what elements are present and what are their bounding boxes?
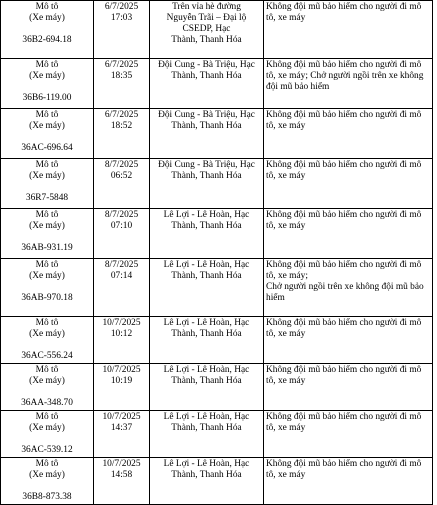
license-plate: 36AB-970.18 (21, 293, 73, 303)
vehicle-cell (1, 317, 94, 364)
location-cell (150, 458, 264, 505)
violation-description: Không đội mũ bảo hiểm cho người đi mô tô, xe máy (266, 160, 422, 181)
violation-date: 6/7/2025 (104, 2, 139, 12)
vehicle-subtype: (Xe máy) (29, 271, 65, 281)
violation-time: 17:03 (110, 13, 133, 23)
license-plate: 36B8-873.38 (22, 492, 72, 502)
vehicle-subtype: (Xe máy) (29, 470, 65, 480)
vehicle-cell (1, 59, 94, 109)
license-plate: 36R7-5848 (25, 193, 69, 203)
location-cell (150, 59, 264, 109)
violation-date: 6/7/2025 (104, 110, 139, 120)
vehicle-type: Mô tô (35, 260, 59, 270)
violation-cell (264, 209, 433, 259)
location-cell (150, 259, 264, 317)
violation-description: Không đội mũ bảo hiểm cho người đi mô tô, xe máy (266, 318, 422, 339)
vehicle-cell (1, 209, 94, 259)
vehicle-subtype: (Xe máy) (29, 171, 65, 181)
violation-time: 18:35 (110, 71, 133, 81)
vehicle-type: Mô tô (35, 160, 59, 170)
location-line: Lê Lợi - Lê Hoàn, Hạc (163, 412, 250, 422)
license-plate: 36AB-931.19 (21, 243, 73, 253)
datetime-cell (94, 317, 150, 364)
location-line: Thành, Thanh Hóa (171, 71, 242, 81)
vehicle-cell (1, 411, 94, 458)
table-row (1, 1, 433, 59)
table-row (1, 209, 433, 259)
vehicle-type: Mô tô (35, 412, 59, 422)
violation-time: 07:14 (110, 271, 133, 281)
license-plate: 36AC-539.12 (21, 445, 73, 455)
location-cell (150, 159, 264, 209)
license-plate: 36B6-119.00 (22, 93, 72, 103)
violation-date: 10/7/2025 (102, 318, 141, 328)
violation-cell (264, 458, 433, 505)
violation-cell (264, 411, 433, 458)
location-line: CSEDP, Hạc (182, 24, 231, 34)
violations-table-body (1, 1, 433, 505)
vehicle-type: Mô tô (35, 459, 59, 469)
violation-time: 18:52 (110, 121, 133, 131)
location-line: Nguyễn Trãi – Đại lộ (166, 13, 247, 23)
violation-time: 14:58 (110, 470, 133, 480)
datetime-cell (94, 259, 150, 317)
license-plate: 36AA-348.70 (21, 398, 73, 408)
violation-description: Không đội mũ bảo hiểm cho người đi mô tô, xe máy (266, 110, 422, 131)
location-cell (150, 209, 264, 259)
table-row (1, 259, 433, 317)
violation-cell (264, 259, 433, 317)
violation-date: 10/7/2025 (102, 365, 141, 375)
table-row (1, 159, 433, 209)
location-line: Lê Lợi - Lê Hoàn, Hạc (163, 459, 250, 469)
vehicle-cell (1, 259, 94, 317)
violation-cell (264, 1, 433, 59)
violation-cell (264, 59, 433, 109)
location-cell (150, 1, 264, 59)
vehicle-type: Mô tô (35, 2, 59, 12)
location-line: Thành, Thanh Hóa (171, 121, 242, 131)
vehicle-type: Mô tô (35, 210, 59, 220)
vehicle-subtype: (Xe máy) (29, 376, 65, 386)
vehicle-type: Mô tô (35, 318, 59, 328)
location-line: Trên vỉa hè đường (172, 2, 241, 12)
location-line: Thành, Thanh Hóa (171, 470, 242, 480)
table-row (1, 109, 433, 159)
violation-description: Không đội mũ bảo hiểm cho người đi mô tô, xe máy (266, 210, 422, 231)
location-line: Lê Lợi - Lê Hoàn, Hạc (163, 318, 250, 328)
location-line: Thành, Thanh Hóa (171, 271, 242, 281)
location-line: Thành, Thanh Hóa (171, 35, 242, 45)
table-row (1, 364, 433, 411)
vehicle-subtype: (Xe máy) (29, 423, 65, 433)
location-line: Đội Cung - Bà Triệu, Hạc (158, 160, 255, 170)
violation-cell (264, 317, 433, 364)
vehicle-type: Mô tô (35, 60, 59, 70)
datetime-cell (94, 59, 150, 109)
violation-description: Không đội mũ bảo hiểm cho người đi mô tô, xe máy (266, 459, 422, 480)
violation-description: Không đội mũ bảo hiểm cho người đi mô tô, xe máy (266, 365, 422, 386)
location-cell (150, 364, 264, 411)
violation-cell (264, 364, 433, 411)
location-line: Lê Lợi - Lê Hoàn, Hạc (163, 365, 250, 375)
vehicle-subtype: (Xe máy) (29, 71, 65, 81)
violation-time: 10:12 (110, 329, 133, 339)
location-line: Lê Lợi - Lê Hoàn, Hạc (163, 210, 250, 220)
location-line: Thành, Thanh Hóa (171, 376, 242, 386)
location-line: Đội Cung - Bà Triệu, Hạc (158, 110, 255, 120)
violation-date: 10/7/2025 (102, 459, 141, 469)
datetime-cell (94, 109, 150, 159)
license-plate: 36AC-556.24 (21, 351, 73, 361)
vehicle-subtype: (Xe máy) (29, 221, 65, 231)
violation-date: 8/7/2025 (104, 210, 139, 220)
violation-description: Không đội mũ bảo hiểm cho người đi mô tô, xe máy; Chở người ngồi trên xe không đội mũ bảo hiểm (266, 60, 424, 92)
violation-cell (264, 109, 433, 159)
table-row (1, 59, 433, 109)
vehicle-cell (1, 109, 94, 159)
vehicle-subtype: (Xe máy) (29, 329, 65, 339)
datetime-cell (94, 364, 150, 411)
violation-time: 06:52 (110, 171, 133, 181)
datetime-cell (94, 458, 150, 505)
vehicle-cell (1, 364, 94, 411)
violation-cell (264, 159, 433, 209)
location-cell (150, 411, 264, 458)
location-line: Đội Cung - Bà Triệu, Hạc (158, 60, 255, 70)
violation-date: 6/7/2025 (104, 60, 139, 70)
table-row (1, 411, 433, 458)
location-line: Lê Lợi - Lê Hoàn, Hạc (163, 260, 250, 270)
vehicle-subtype: (Xe máy) (29, 121, 65, 131)
violation-time: 10:19 (110, 376, 133, 386)
location-line: Thành, Thanh Hóa (171, 221, 242, 231)
violation-description: Không đội mũ bảo hiểm cho người đi mô tô, xe máy; Chở người ngồi trên xe không đội mũ bảo hiểm (266, 260, 424, 303)
vehicle-cell (1, 458, 94, 505)
datetime-cell (94, 159, 150, 209)
violation-description: Không đội mũ bảo hiểm cho người đi mô tô, xe máy (266, 412, 422, 433)
violation-date: 8/7/2025 (104, 160, 139, 170)
violation-description: Không đội mũ bảo hiểm cho người đi mô tô, xe máy (266, 2, 422, 23)
datetime-cell (94, 411, 150, 458)
location-line: Thành, Thanh Hóa (171, 171, 242, 181)
license-plate: 36AC-696.64 (21, 143, 73, 153)
datetime-cell (94, 1, 150, 59)
vehicle-cell (1, 1, 94, 59)
violation-date: 10/7/2025 (102, 412, 141, 422)
license-plate: 36B2-694.18 (22, 35, 72, 45)
location-cell (150, 109, 264, 159)
violation-date: 8/7/2025 (104, 260, 139, 270)
location-line: Thành, Thanh Hóa (171, 423, 242, 433)
table-row (1, 317, 433, 364)
vehicle-type: Mô tô (35, 110, 59, 120)
location-line: Thành, Thanh Hóa (171, 329, 242, 339)
vehicle-type: Mô tô (35, 365, 59, 375)
table-row (1, 458, 433, 505)
location-cell (150, 317, 264, 364)
violation-time: 14:37 (110, 423, 133, 433)
violation-time: 07:10 (110, 221, 133, 231)
vehicle-subtype: (Xe máy) (29, 13, 65, 23)
vehicle-cell (1, 159, 94, 209)
datetime-cell (94, 209, 150, 259)
